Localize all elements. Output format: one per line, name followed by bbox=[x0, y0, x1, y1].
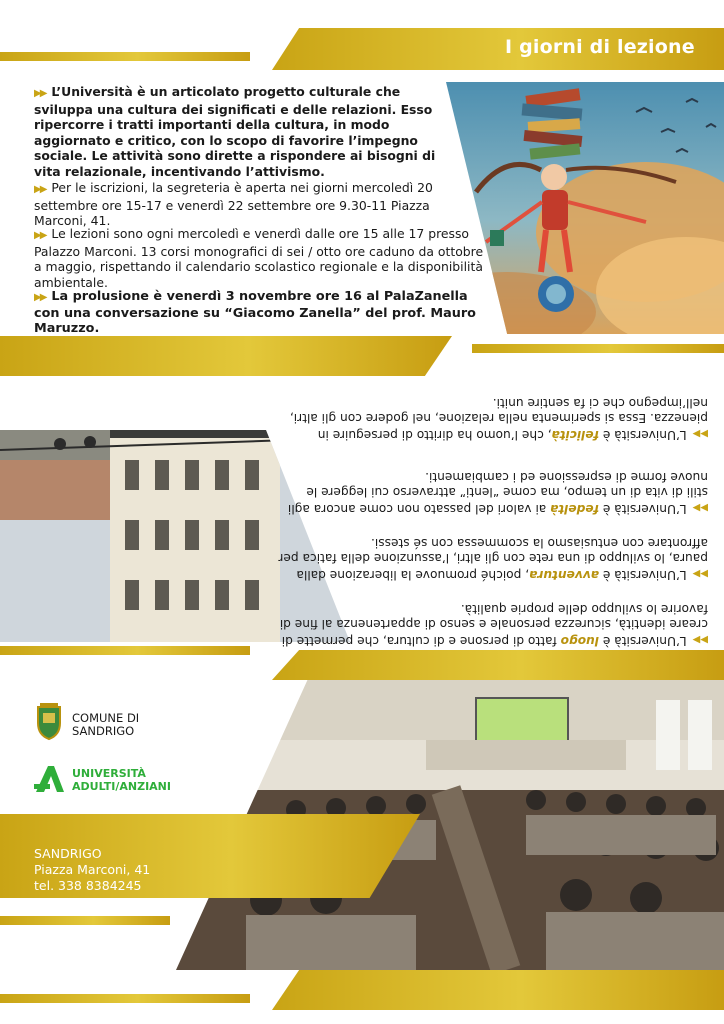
arrow-bullet-icon: ▶▶ bbox=[34, 184, 46, 195]
page-title: I giorni di lezione bbox=[505, 36, 695, 58]
intro-paragraph-4 bbox=[34, 289, 494, 337]
footer-band-left-1 bbox=[0, 916, 170, 925]
intro-text-3: Le lezioni sono ogni mercoledì e venerdì dalle ore 15 alle 17 presso Palazzo Marconi. 13 corsi monografici di sei / otto ore caduno da ottobre a maggio, rispettando il calendario scolastico regionale e la disponibilità ambientale. bbox=[34, 226, 484, 290]
middle-band-left bbox=[0, 336, 452, 376]
value-luogo bbox=[268, 600, 708, 648]
arrow-bullet-icon: ▶▶ bbox=[692, 634, 708, 645]
arrow-bullet-icon: ▶▶ bbox=[34, 88, 46, 99]
value-keyword: felicità bbox=[551, 428, 599, 442]
university-logo-text bbox=[72, 767, 171, 793]
comune-crest-icon bbox=[34, 703, 64, 741]
value-keyword: avventura bbox=[529, 568, 599, 582]
lower-band-right bbox=[272, 650, 724, 680]
university-line-1: UNIVERSITÀ bbox=[72, 767, 146, 780]
intro-text-2: Per le iscrizioni, la segreteria è aperta nei giorni mercoledì 20 settembre ore 15-17 e venerdì 22 settembre ore 9.30-11 Piazza Marconi, 41. bbox=[34, 180, 433, 229]
address-city: SANDRIGO bbox=[34, 846, 102, 861]
comune-line-2: SANDRIGO bbox=[72, 724, 135, 738]
arrow-bullet-icon: ▶▶ bbox=[34, 292, 46, 303]
value-text: , poiché promuove la liberazione dalla paura, lo sviluppo di una rete con gli altri, l’assunzione della fatica per affrontare con entusiasmo la scommessa con sé stessi. bbox=[278, 535, 708, 582]
value-prefix: L’Università è bbox=[598, 568, 687, 582]
values-section bbox=[268, 378, 708, 648]
arrow-bullet-icon: ▶▶ bbox=[34, 230, 46, 241]
value-text: ai valori del passato non come ancora agli stili di vita di un tempo, ma come “lenti” attraverso cui leggere le nuove forme di espressione ed i cambiamenti. bbox=[287, 469, 708, 516]
middle-band-right bbox=[472, 344, 724, 353]
lower-band-left bbox=[0, 646, 250, 655]
footer-band-right bbox=[272, 970, 724, 1010]
intro-paragraph-1 bbox=[34, 84, 446, 180]
arrow-bullet-icon: ▶▶ bbox=[692, 428, 708, 439]
address-block bbox=[34, 846, 150, 894]
arrow-bullet-icon: ▶▶ bbox=[692, 502, 708, 513]
value-prefix: L’Università è bbox=[598, 634, 687, 648]
header-band-left bbox=[0, 52, 250, 61]
arrow-bullet-icon: ▶▶ bbox=[692, 568, 708, 579]
address-phone: tel. 338 8384245 bbox=[34, 878, 142, 893]
footer-band-left-2 bbox=[0, 994, 250, 1003]
comune-line-1: COMUNE DI bbox=[72, 711, 140, 725]
value-avventura bbox=[268, 534, 708, 582]
value-text: fatto di persone e di cultura, che permette di creare identità, sicurezza personale e senso di appartenenza al fine di favorire lo sviluppo delle proprie qualità. bbox=[279, 601, 708, 648]
value-prefix: L’Università è bbox=[598, 428, 687, 442]
intro-paragraph-3 bbox=[34, 226, 490, 290]
value-text: , che l’uomo ha diritto di perseguire in pienezza. Essa si sperimenta nella relazione, nel godere con gli altri, nell’impegno che ci fa sentire uniti. bbox=[289, 395, 708, 442]
university-line-2: ADULTI/ANZIANI bbox=[72, 780, 171, 793]
value-felicita bbox=[268, 394, 708, 442]
intro-text-4: La prolusione è venerdì 3 novembre ore 16 al PalaZanella con una conversazione su “Giacomo Zanella” del prof. Mauro Maruzzo. bbox=[34, 289, 476, 337]
value-fedelta bbox=[268, 468, 708, 516]
address-street: Piazza Marconi, 41 bbox=[34, 862, 151, 877]
value-keyword: fedeltà bbox=[550, 502, 599, 516]
intro-text-1: L’Università è un articolato progetto culturale che sviluppa una cultura dei significati e delle relazioni. Esso ripercorre i tratti importanti della cultura, in modo aggiornato e critico, con lo scopo di favorire l’impegno sociale. Le attività sono dirette a rispondere ai bisogni di vita relazionale, incentivando l’attivismo. bbox=[34, 84, 436, 179]
intro-paragraph-2 bbox=[34, 180, 454, 229]
value-prefix: L’Università è bbox=[598, 502, 687, 516]
university-logo-icon bbox=[34, 764, 66, 794]
value-keyword: luogo bbox=[560, 634, 599, 648]
comune-logo-text bbox=[72, 712, 139, 738]
